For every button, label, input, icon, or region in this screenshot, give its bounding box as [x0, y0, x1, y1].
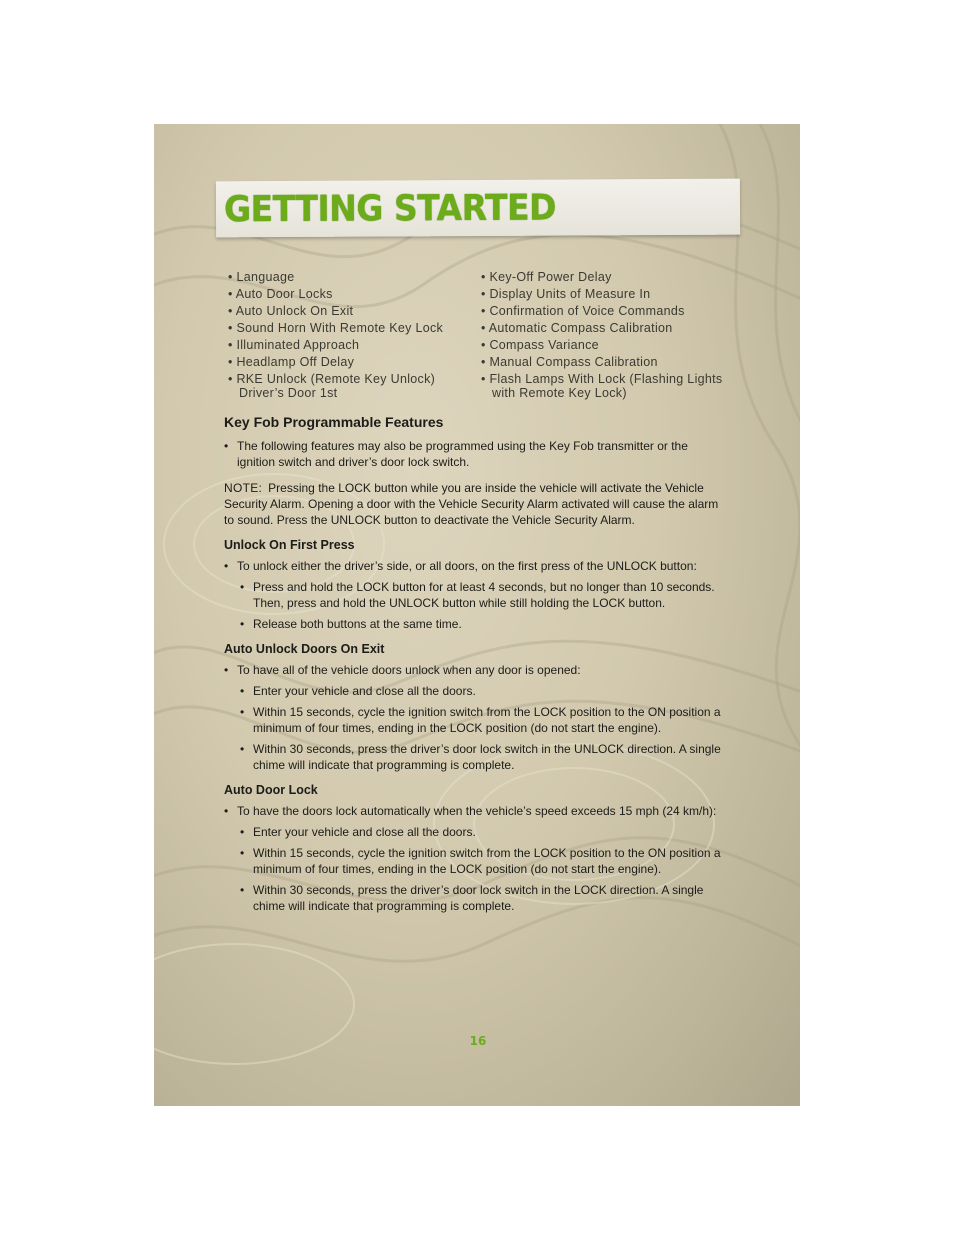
- list-item: • Auto Door Locks: [228, 287, 333, 301]
- heading-unlock-first-press: Unlock On First Press: [224, 538, 355, 552]
- heading-auto-door-lock: Auto Door Lock: [224, 783, 318, 797]
- list-item: • Sound Horn With Remote Key Lock: [228, 321, 444, 335]
- manual-page: [154, 124, 800, 1106]
- list-item: • Display Units of Measure In: [481, 287, 651, 301]
- step-item: • Release both buttons at the same time.: [224, 616, 729, 632]
- note-text: Pressing the LOCK button while you are inside the vehicle will activate the Vehicle Security Alarm. Opening a door with the Vehicle Security Alarm activated will cause the alarm to sound. Press the UNLOCK button to deactivate the Vehicle Security Alarm.: [224, 481, 719, 527]
- step-item: • Press and hold the LOCK button for at least 4 seconds, but no longer than 10 seconds. Then, press and hold the UNLOCK button while still holding the LOCK button.: [224, 579, 729, 611]
- feature-list-left: [228, 270, 478, 403]
- list-item: • Automatic Compass Calibration: [481, 321, 673, 335]
- list-item: • Confirmation of Voice Commands: [481, 304, 685, 318]
- list-item: • Headlamp Off Delay: [228, 355, 355, 369]
- list-item: • Illuminated Approach: [228, 338, 360, 352]
- bullet-auto-door-lock: • To have the doors lock automatically when the vehicle’s speed exceeds 15 mph (24 km/h):: [224, 803, 729, 819]
- section-banner: [216, 179, 740, 238]
- note-label: NOTE:: [224, 481, 263, 495]
- step-item: • Within 15 seconds, cycle the ignition switch from the LOCK position to the ON position a minimum of four times, ending in the LOCK position (do not start the engine).: [224, 845, 729, 877]
- list-item: • Flash Lamps With Lock (Flashing Lights with Remote Key Lock): [481, 372, 723, 400]
- feature-list-right: [481, 270, 731, 403]
- list-item: • Auto Unlock On Exit: [228, 304, 354, 318]
- bullet-unlock-first-press: • To unlock either the driver’s side, or all doors, on the first press of the UNLOCK button:: [224, 558, 729, 574]
- step-item: • Enter your vehicle and close all the doors.: [224, 683, 729, 699]
- list-item: • Language: [228, 270, 295, 284]
- list-item: • Manual Compass Calibration: [481, 355, 658, 369]
- list-item: • RKE Unlock (Remote Key Unlock) Driver’s Door 1st: [228, 372, 436, 400]
- step-item: • Within 30 seconds, press the driver’s door lock switch in the LOCK direction. A single chime will indicate that programming is complete.: [224, 882, 729, 914]
- list-item: • Key-Off Power Delay: [481, 270, 612, 284]
- list-item: • Compass Variance: [481, 338, 599, 352]
- heading-key-fob: Key Fob Programmable Features: [224, 414, 444, 430]
- bullet-auto-unlock: • To have all of the vehicle doors unlock when any door is opened:: [224, 662, 729, 678]
- bullet-key-fob: • The following features may also be programmed using the Key Fob transmitter or the ignition switch and driver’s door lock switch.: [224, 438, 729, 470]
- main-content: [224, 414, 729, 919]
- step-item: • Within 15 seconds, cycle the ignition switch from the LOCK position to the ON position a minimum of four times, ending in the LOCK position (do not start the engine).: [224, 704, 729, 736]
- note: [224, 480, 729, 528]
- step-item: • Within 30 seconds, press the driver’s door lock switch in the UNLOCK direction. A single chime will indicate that programming is complete.: [224, 741, 729, 773]
- heading-auto-unlock: Auto Unlock Doors On Exit: [224, 642, 385, 656]
- page-number: 16: [469, 1034, 487, 1048]
- step-item: • Enter your vehicle and close all the doors.: [224, 824, 729, 840]
- section-title: GETTING STARTED: [223, 186, 557, 230]
